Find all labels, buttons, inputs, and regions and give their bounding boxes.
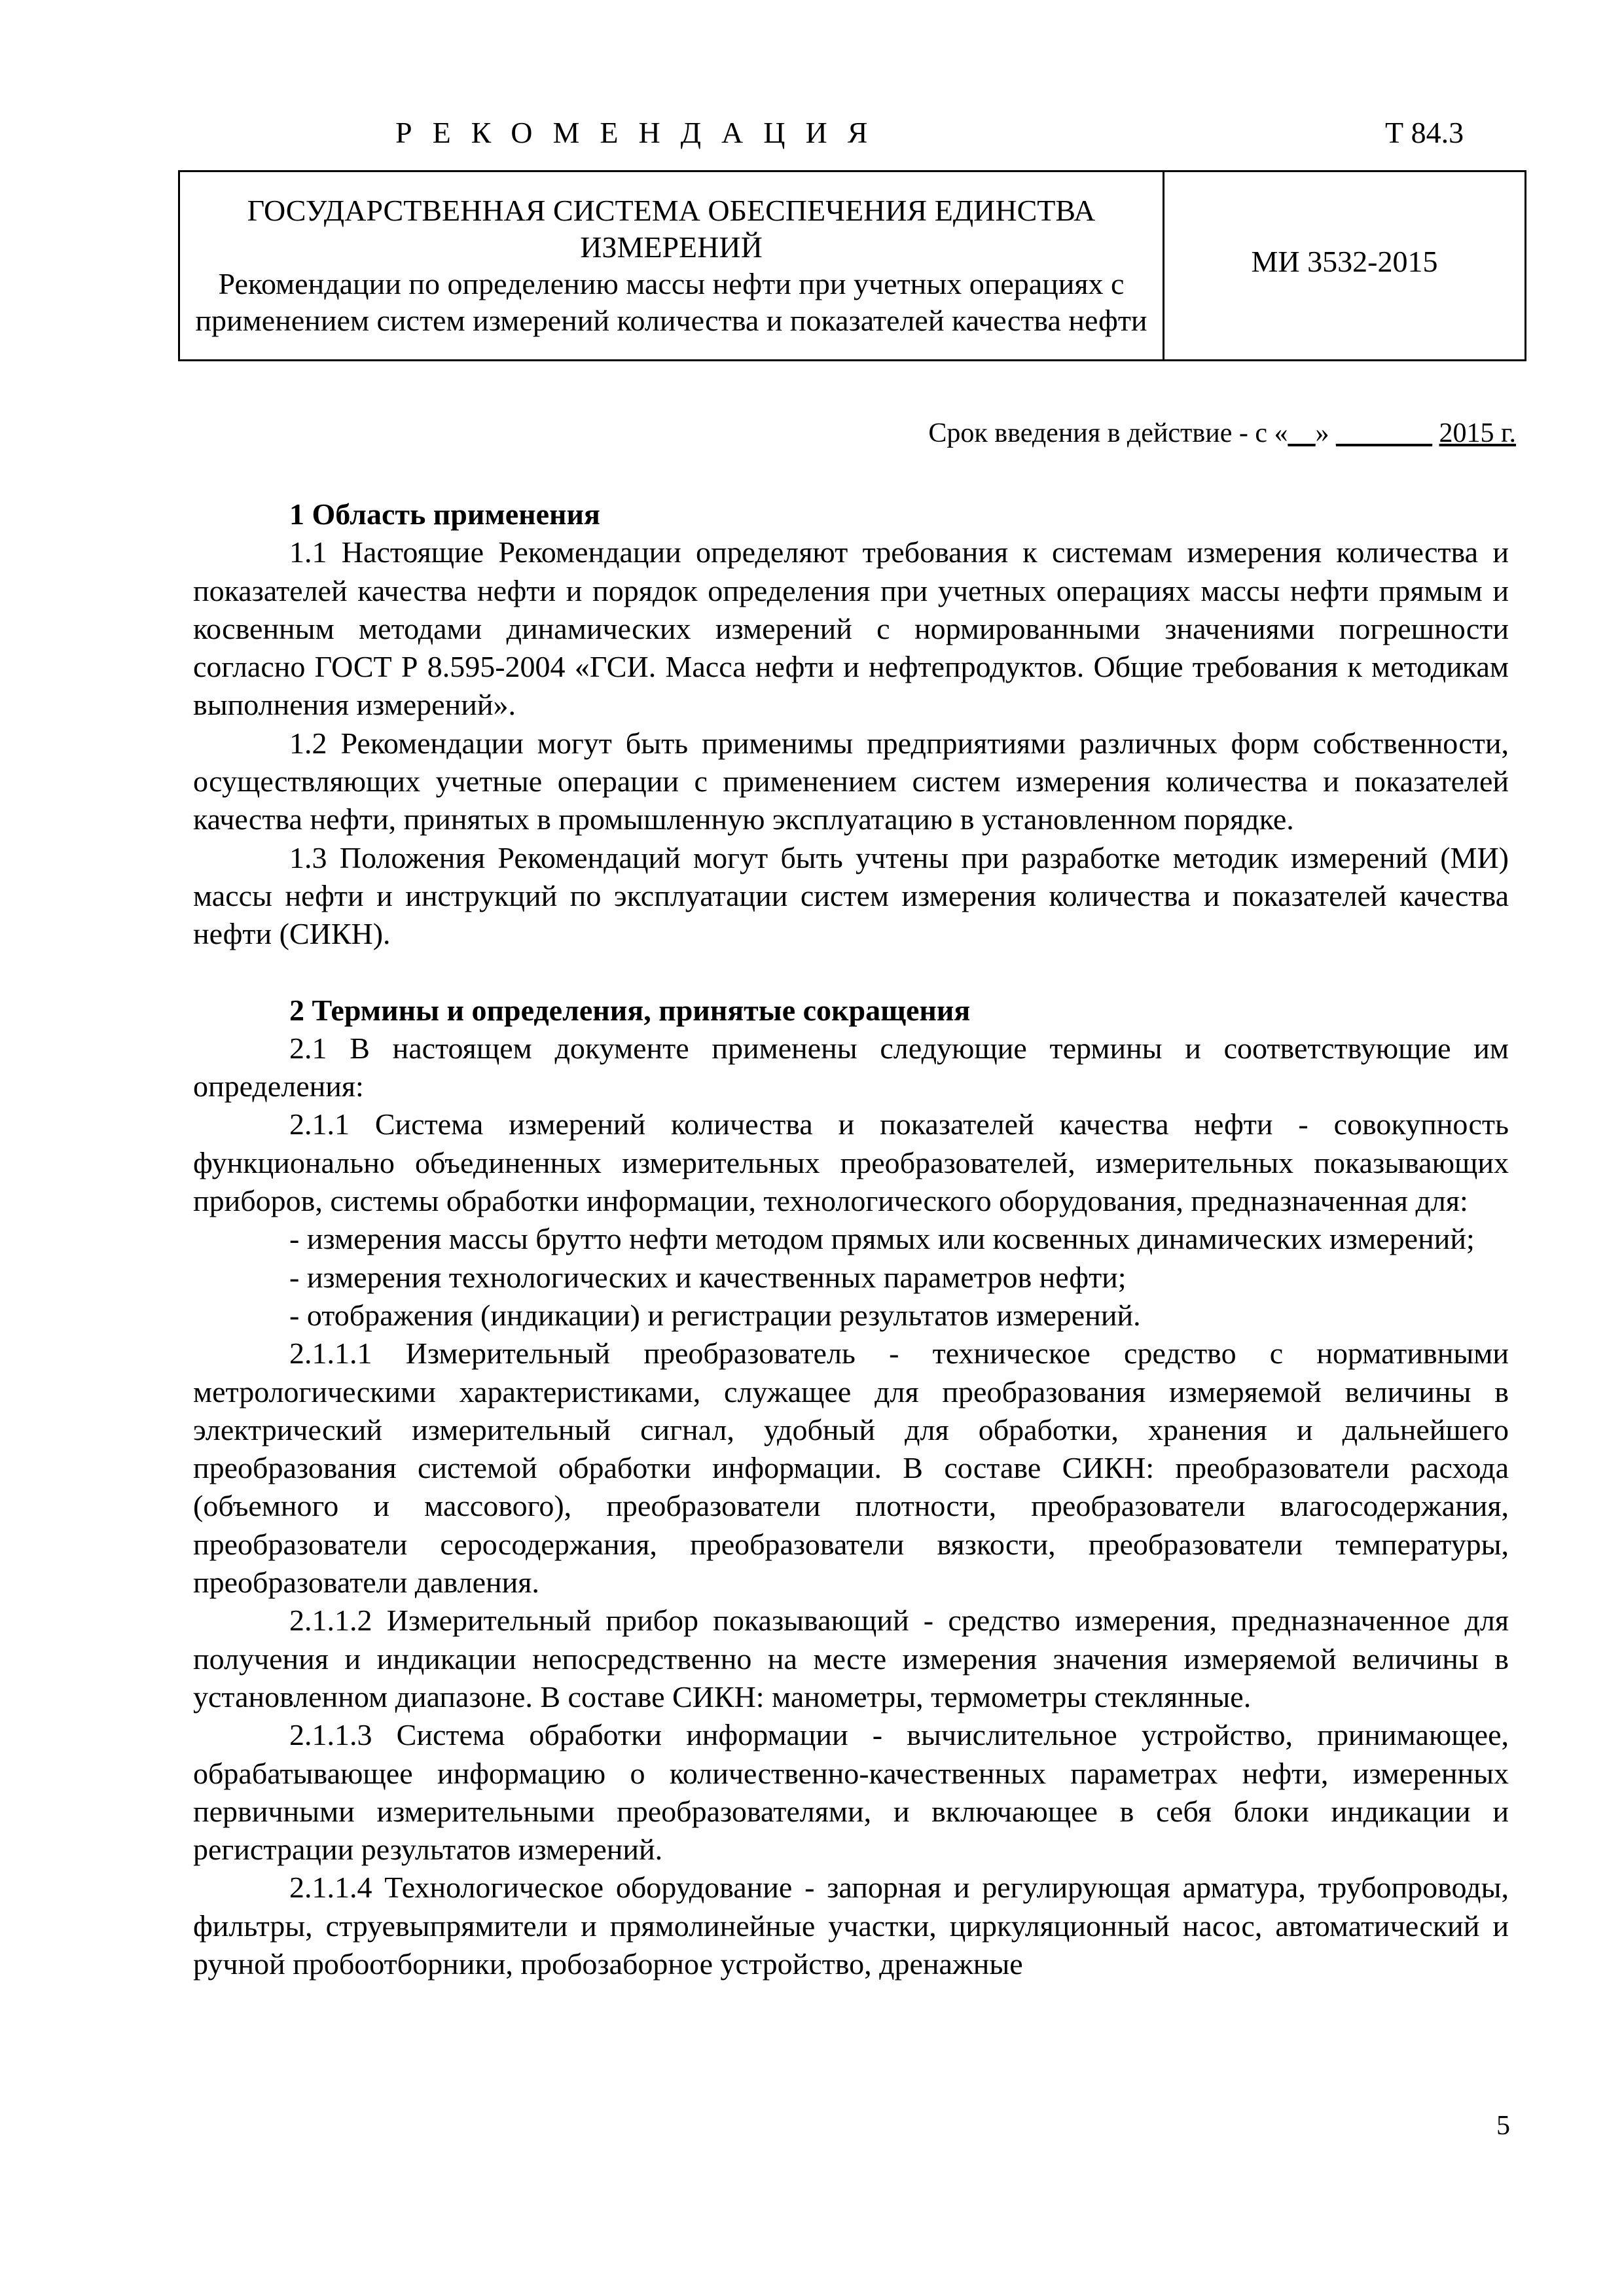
document-subtitle: Рекомендации по определению массы нефти при учетных операциях с применением систем измерений количества и показателей качества нефти xyxy=(195,267,1147,337)
document-number: МИ 3532-2015 xyxy=(1251,244,1438,278)
title-cell xyxy=(180,172,1164,359)
effective-date-year: 2015 г. xyxy=(1439,418,1516,448)
effective-date-prefix: Срок введения в действие - с « xyxy=(928,418,1288,448)
paragraph-2-1-1-2: 2.1.1.2 Измерительный прибор показывающий - средство измерения, предназначенное для получения и индикации непосредственно на месте измерения значения измеряемой величины в установленном диапазоне. В составе СИКН: манометры, термометры стеклянные. xyxy=(193,1604,1509,1713)
paragraph-2-1: 2.1 В настоящем документе применены следующие термины и соответствующие им определения: xyxy=(193,1031,1509,1103)
paragraph-2-1-1-3: 2.1.1.3 Система обработки информации - вычислительное устройство, принимающее, обрабатывающее информацию о количественно-качественных параметрах нефти, измеренных первичными измерительными преобразователями, и включающее в себя блоки индикации и регистрации результатов измерений. xyxy=(193,1718,1509,1867)
title-table xyxy=(178,170,1526,361)
list-item-parameters: - измерения технологических и качественных параметров нефти; xyxy=(289,1260,1127,1294)
list-item-display: - отображения (индикации) и регистрации результатов измерений. xyxy=(289,1298,1141,1332)
list-item-gross-mass: - измерения массы брутто нефти методом прямых или косвенных динамических измерений; xyxy=(289,1222,1475,1256)
title-line-2: ИЗМЕРЕНИЙ xyxy=(580,230,763,264)
paragraph-2-1-1-4: 2.1.1.4 Технологическое оборудование - запорная и регулирующая арматура, трубопроводы, фильтры, струевыпрямители и прямолинейные участки, циркуляционный насос, автоматический и ручной пробоотборники, пробозаборное устройство, дренажные xyxy=(193,1871,1509,1981)
title-line-1: ГОСУДАРСТВЕННАЯ СИСТЕМА ОБЕСПЕЧЕНИЯ ЕДИНСТВА xyxy=(247,194,1096,227)
section-2-heading: 2 Термины и определения, принятые сокращения xyxy=(289,993,971,1027)
paragraph-1-2: 1.2 Рекомендации могут быть применимы предприятиями различных форм собственности, осуществляющих учетные операции с применением систем измерения количества и показателей качества нефти, принятых в промышленную эксплуатацию в установленном порядке. xyxy=(193,726,1509,836)
section-1-heading: 1 Область применения xyxy=(289,497,600,531)
effective-date-month-blank: _______ xyxy=(1336,418,1432,448)
classification-code: Т 84.3 xyxy=(1385,116,1464,149)
effective-date-line xyxy=(928,418,1516,449)
effective-date-day-blank: __ xyxy=(1288,418,1316,448)
paragraph-1-1: 1.1 Настоящие Рекомендации определяют требования к системам измерения количества и показателей качества нефти и порядок определения при учетных операциях массы нефти прямым и косвенным методами динамических измерений с нормированными значениями погрешности согласно ГОСТ Р 8.595-2004 «ГСИ. Масса нефти и нефтепродуктов. Общие требования к методикам выполнения измерений». xyxy=(193,535,1509,722)
document-type-header: РЕКОМЕНДАЦИЯ xyxy=(395,116,888,149)
paragraph-2-1-1: 2.1.1 Система измерений количества и показателей качества нефти - совокупность функционально объединенных измерительных преобразователей, измерительных показывающих приборов, системы обработки информации, технологического оборудования, предназначенная для: xyxy=(193,1107,1509,1218)
document-body xyxy=(193,495,1509,1983)
page-number: 5 xyxy=(1496,2111,1510,2141)
paragraph-2-1-1-1: 2.1.1.1 Измерительный преобразователь - техническое средство с нормативными метрологическими характеристиками, служащее для преобразования измеряемой величины в электрический измерительный сигнал, удобный для обработки, хранения и дальнейшего преобразования системой обработки информации. В составе СИКН: преобразователи расхода (объемного и массового), преобразователи плотности, преобразователи влагосодержания, преобразователи серосодержания, преобразователи вязкости, преобразователи температуры, преобразователи давления. xyxy=(193,1336,1509,1600)
document-number-cell xyxy=(1164,172,1525,359)
effective-date-middle: » xyxy=(1315,418,1336,448)
paragraph-1-3: 1.3 Положения Рекомендаций могут быть учтены при разработке методик измерений (МИ) массы нефти и инструкций по эксплуатации систем измерения количества и показателей качества нефти (СИКН). xyxy=(193,840,1509,951)
